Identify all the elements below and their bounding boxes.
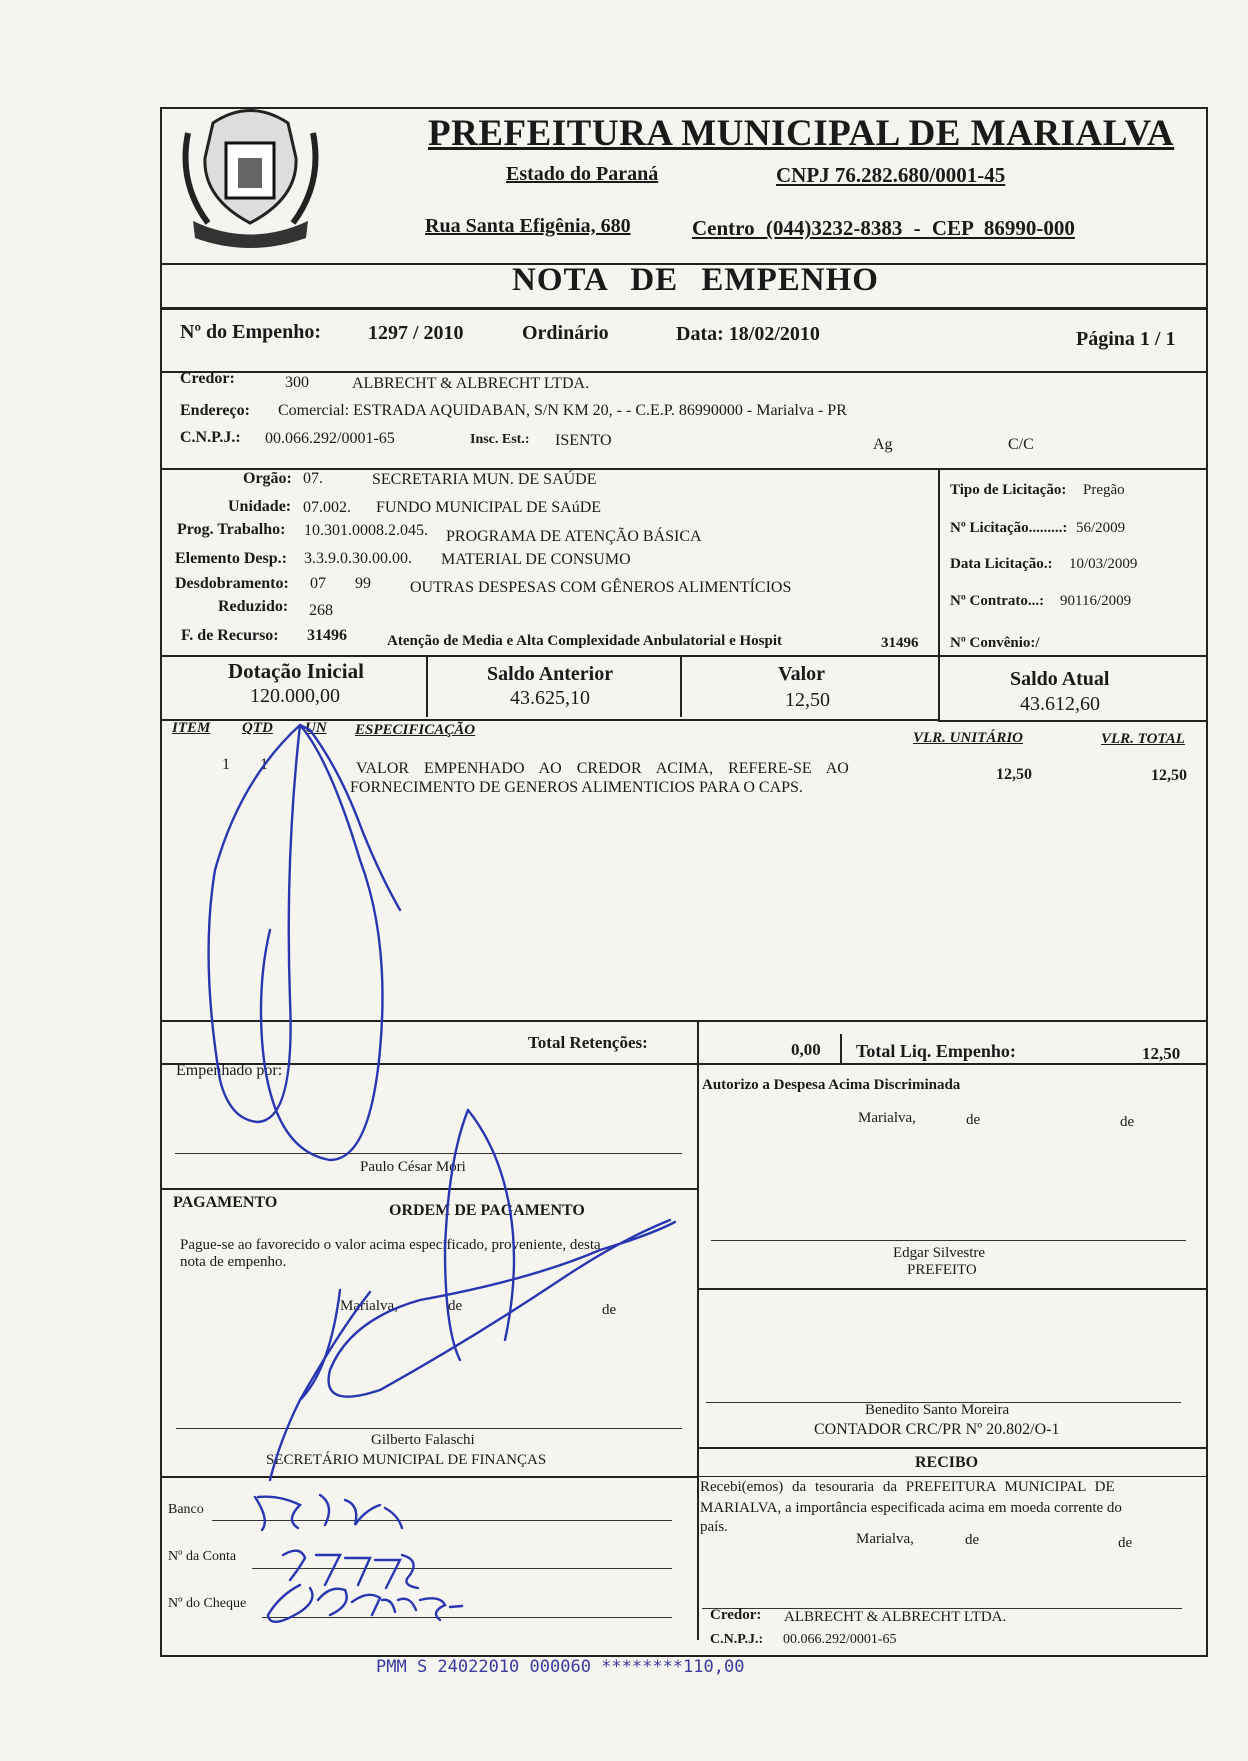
unidade-label: Unidade: — [228, 498, 292, 515]
empenho-number: 1297 / 2010 — [368, 322, 464, 344]
saldo-atual-value: 43.612,60 — [1020, 693, 1100, 715]
conta-label: Nº da Conta — [168, 1549, 237, 1564]
desd-label: Desdobramento: — [175, 575, 289, 592]
autorizo-de2: de — [1120, 1114, 1135, 1130]
cnpj-label: C.N.P.J.: — [180, 429, 241, 446]
pague-se-text-line2: nota de empenho. — [180, 1254, 287, 1270]
insc-label: Insc. Est.: — [470, 432, 530, 447]
credor-name: ALBRECHT & ALBRECHT LTDA. — [352, 375, 590, 392]
prog-name: PROGRAMA DE ATENÇÃO BÁSICA — [446, 528, 702, 545]
pagamento-de1: de — [448, 1298, 463, 1314]
recibo-credor-label: Credor: — [710, 1607, 762, 1623]
secretario-title: SECRETÁRIO MUNICIPAL DE FINANÇAS — [266, 1452, 547, 1468]
item-qtd: 1 — [260, 756, 268, 773]
autorizo-city: Marialva, — [858, 1110, 916, 1126]
recibo-title: RECIBO — [915, 1454, 979, 1471]
secretario-name: Gilberto Falaschi — [371, 1432, 475, 1448]
num-licitacao-value: 56/2009 — [1076, 520, 1126, 536]
address-label: Endereço: — [180, 402, 250, 419]
liquido-label: Total Liq. Empenho: — [856, 1041, 1016, 1061]
elem-code: 3.3.9.0.30.00.00. — [304, 550, 412, 567]
desd-code2: 99 — [355, 575, 371, 592]
orgao-code: 07. — [303, 470, 323, 487]
recibo-de2: de — [1118, 1535, 1133, 1551]
saldo-anterior-label: Saldo Anterior — [487, 663, 614, 685]
prefeito-title: PREFEITO — [907, 1262, 977, 1278]
tipo-licitacao-value: Pregão — [1083, 482, 1125, 498]
doc-title: NOTA DE EMPENHO — [512, 262, 879, 298]
valor-label: Valor — [778, 663, 826, 685]
desd-code1: 07 — [310, 575, 326, 592]
recurso-code2: 31496 — [881, 635, 919, 651]
elem-name: MATERIAL DE CONSUMO — [441, 551, 631, 568]
col-vlr-unitario: VLR. UNITÁRIO — [913, 730, 1024, 746]
reduzido-label: Reduzido: — [218, 598, 289, 615]
insc-value: ISENTO — [555, 432, 612, 449]
contador-title: CONTADOR CRC/PR Nº 20.802/O-1 — [814, 1421, 1060, 1438]
tipo-licitacao-label: Tipo de Licitação: — [950, 482, 1067, 498]
reduzido-value: 268 — [309, 602, 333, 619]
state-name: Estado do Paraná — [506, 163, 659, 185]
recurso-code: 31496 — [307, 627, 347, 644]
empenhado-por-name: Paulo César Mori — [360, 1159, 466, 1175]
item-description-line2: FORNECIMENTO DE GENEROS ALIMENTICIOS PARA O CAPS. — [350, 779, 803, 796]
item-total-value: 12,50 — [1151, 767, 1187, 784]
header-cnpj: CNPJ 76.282.680/0001-45 — [776, 163, 1006, 187]
pague-se-text-line1: Pague-se ao favorecido o valor acima especificado, proveniente, desta — [180, 1237, 601, 1253]
prog-label: Prog. Trabalho: — [177, 521, 286, 538]
recurso-name: Atenção de Media e Alta Complexidade Anbulatorial e Hospit — [387, 633, 782, 649]
retencoes-label: Total Retenções: — [528, 1033, 648, 1052]
data-licitacao-value: 10/03/2009 — [1069, 556, 1138, 572]
page-number: Página 1 / 1 — [1076, 328, 1176, 350]
credor-label: Credor: — [180, 370, 235, 387]
ordem-pagamento-label: ORDEM DE PAGAMENTO — [389, 1202, 585, 1219]
cc-label: C/C — [1008, 436, 1034, 453]
prog-code: 10.301.0008.2.045. — [304, 522, 428, 539]
prefeito-name: Edgar Silvestre — [893, 1245, 986, 1261]
valor-value: 12,50 — [785, 689, 830, 711]
recibo-de1: de — [965, 1532, 980, 1548]
recurso-label: F. de Recurso: — [181, 627, 279, 644]
municipal-crest-icon — [178, 103, 323, 253]
item-description-line1: VALOR EMPENHADO AO CREDOR ACIMA, REFERE-SE AO — [356, 760, 849, 777]
credor-cnpj: 00.066.292/0001-65 — [265, 430, 395, 447]
pagamento-de2: de — [602, 1302, 617, 1318]
dotacao-label: Dotação Inicial — [228, 659, 364, 683]
saldo-anterior-value: 43.625,10 — [510, 687, 590, 709]
recibo-text-line1: Recebi(emos) da tesouraria da PREFEITURA MUNICIPAL DE — [700, 1479, 1115, 1495]
orgao-name: SECRETARIA MUN. DE SAÚDE — [372, 471, 597, 488]
col-vlr-total: VLR. TOTAL — [1101, 731, 1185, 747]
empenhado-por-label: Empenhado por: — [176, 1062, 283, 1079]
credor-code: 300 — [285, 374, 309, 391]
item-unit-value: 12,50 — [996, 766, 1032, 783]
convenio-label: Nº Convênio:/ — [950, 635, 1040, 651]
credor-address: Comercial: ESTRADA AQUIDABAN, S/N KM 20, - - C.E.P. 86990000 - Marialva - PR — [278, 402, 847, 419]
elem-label: Elemento Desp.: — [175, 550, 287, 567]
orgao-label: Orgão: — [243, 470, 292, 487]
cheque-label: Nº do Cheque — [168, 1596, 247, 1611]
dotacao-value: 120.000,00 — [250, 685, 340, 707]
data-licitacao-label: Data Licitação.: — [950, 556, 1053, 572]
autorizo-de1: de — [966, 1112, 981, 1128]
contador-name: Benedito Santo Moreira — [865, 1402, 1010, 1418]
desd-name: OUTRAS DESPESAS COM GÊNEROS ALIMENTÍCIOS — [410, 579, 792, 596]
col-especificacao: ESPECIFICAÇÃO — [355, 722, 476, 738]
recibo-city: Marialva, — [856, 1531, 914, 1547]
recibo-cnpj-value: 00.066.292/0001-65 — [783, 1632, 897, 1647]
item-number: 1 — [222, 756, 230, 773]
pagamento-city: Marialva, — [340, 1298, 398, 1314]
unidade-name: FUNDO MUNICIPAL DE SAúDE — [376, 499, 602, 516]
autorizo-label: Autorizo a Despesa Acima Discriminada — [702, 1077, 961, 1093]
recibo-credor-value: ALBRECHT & ALBRECHT LTDA. — [784, 1609, 1007, 1625]
saldo-atual-label: Saldo Atual — [1010, 668, 1110, 690]
col-un: UN — [305, 720, 327, 736]
empenho-type: Ordinário — [522, 322, 609, 344]
street-address: Rua Santa Efigênia, 680 — [425, 215, 631, 237]
liquido-value: 12,50 — [1142, 1044, 1181, 1063]
footer-code: PMM S 24022010 000060 ********110,00 — [376, 1657, 745, 1677]
col-qtd: QTD — [242, 720, 273, 736]
contrato-label: Nº Contrato...: — [950, 593, 1045, 609]
prefeitura-title: PREFEITURA MUNICIPAL DE MARIALVA — [428, 113, 1175, 154]
ag-label: Ag — [873, 436, 893, 453]
pagamento-label: PAGAMENTO — [173, 1194, 278, 1211]
contrato-value: 90116/2009 — [1060, 593, 1132, 609]
address-rest: Centro (044)3232-8383 - CEP 86990-000 — [692, 216, 1075, 240]
empenho-date: Data: 18/02/2010 — [676, 323, 820, 345]
retencoes-value: 0,00 — [791, 1040, 821, 1059]
recibo-text-line2: MARIALVA, a importância especificada acima em moeda corrente do — [700, 1500, 1122, 1516]
recibo-cnpj-label: C.N.P.J.: — [710, 1632, 764, 1647]
empenho-label: Nº do Empenho: — [180, 321, 322, 343]
num-licitacao-label: Nº Licitação.........: — [950, 520, 1068, 536]
col-item: ITEM — [172, 720, 211, 736]
recibo-text-line3: país. — [700, 1519, 728, 1535]
unidade-code: 07.002. — [303, 499, 351, 516]
banco-label: Banco — [168, 1502, 204, 1517]
